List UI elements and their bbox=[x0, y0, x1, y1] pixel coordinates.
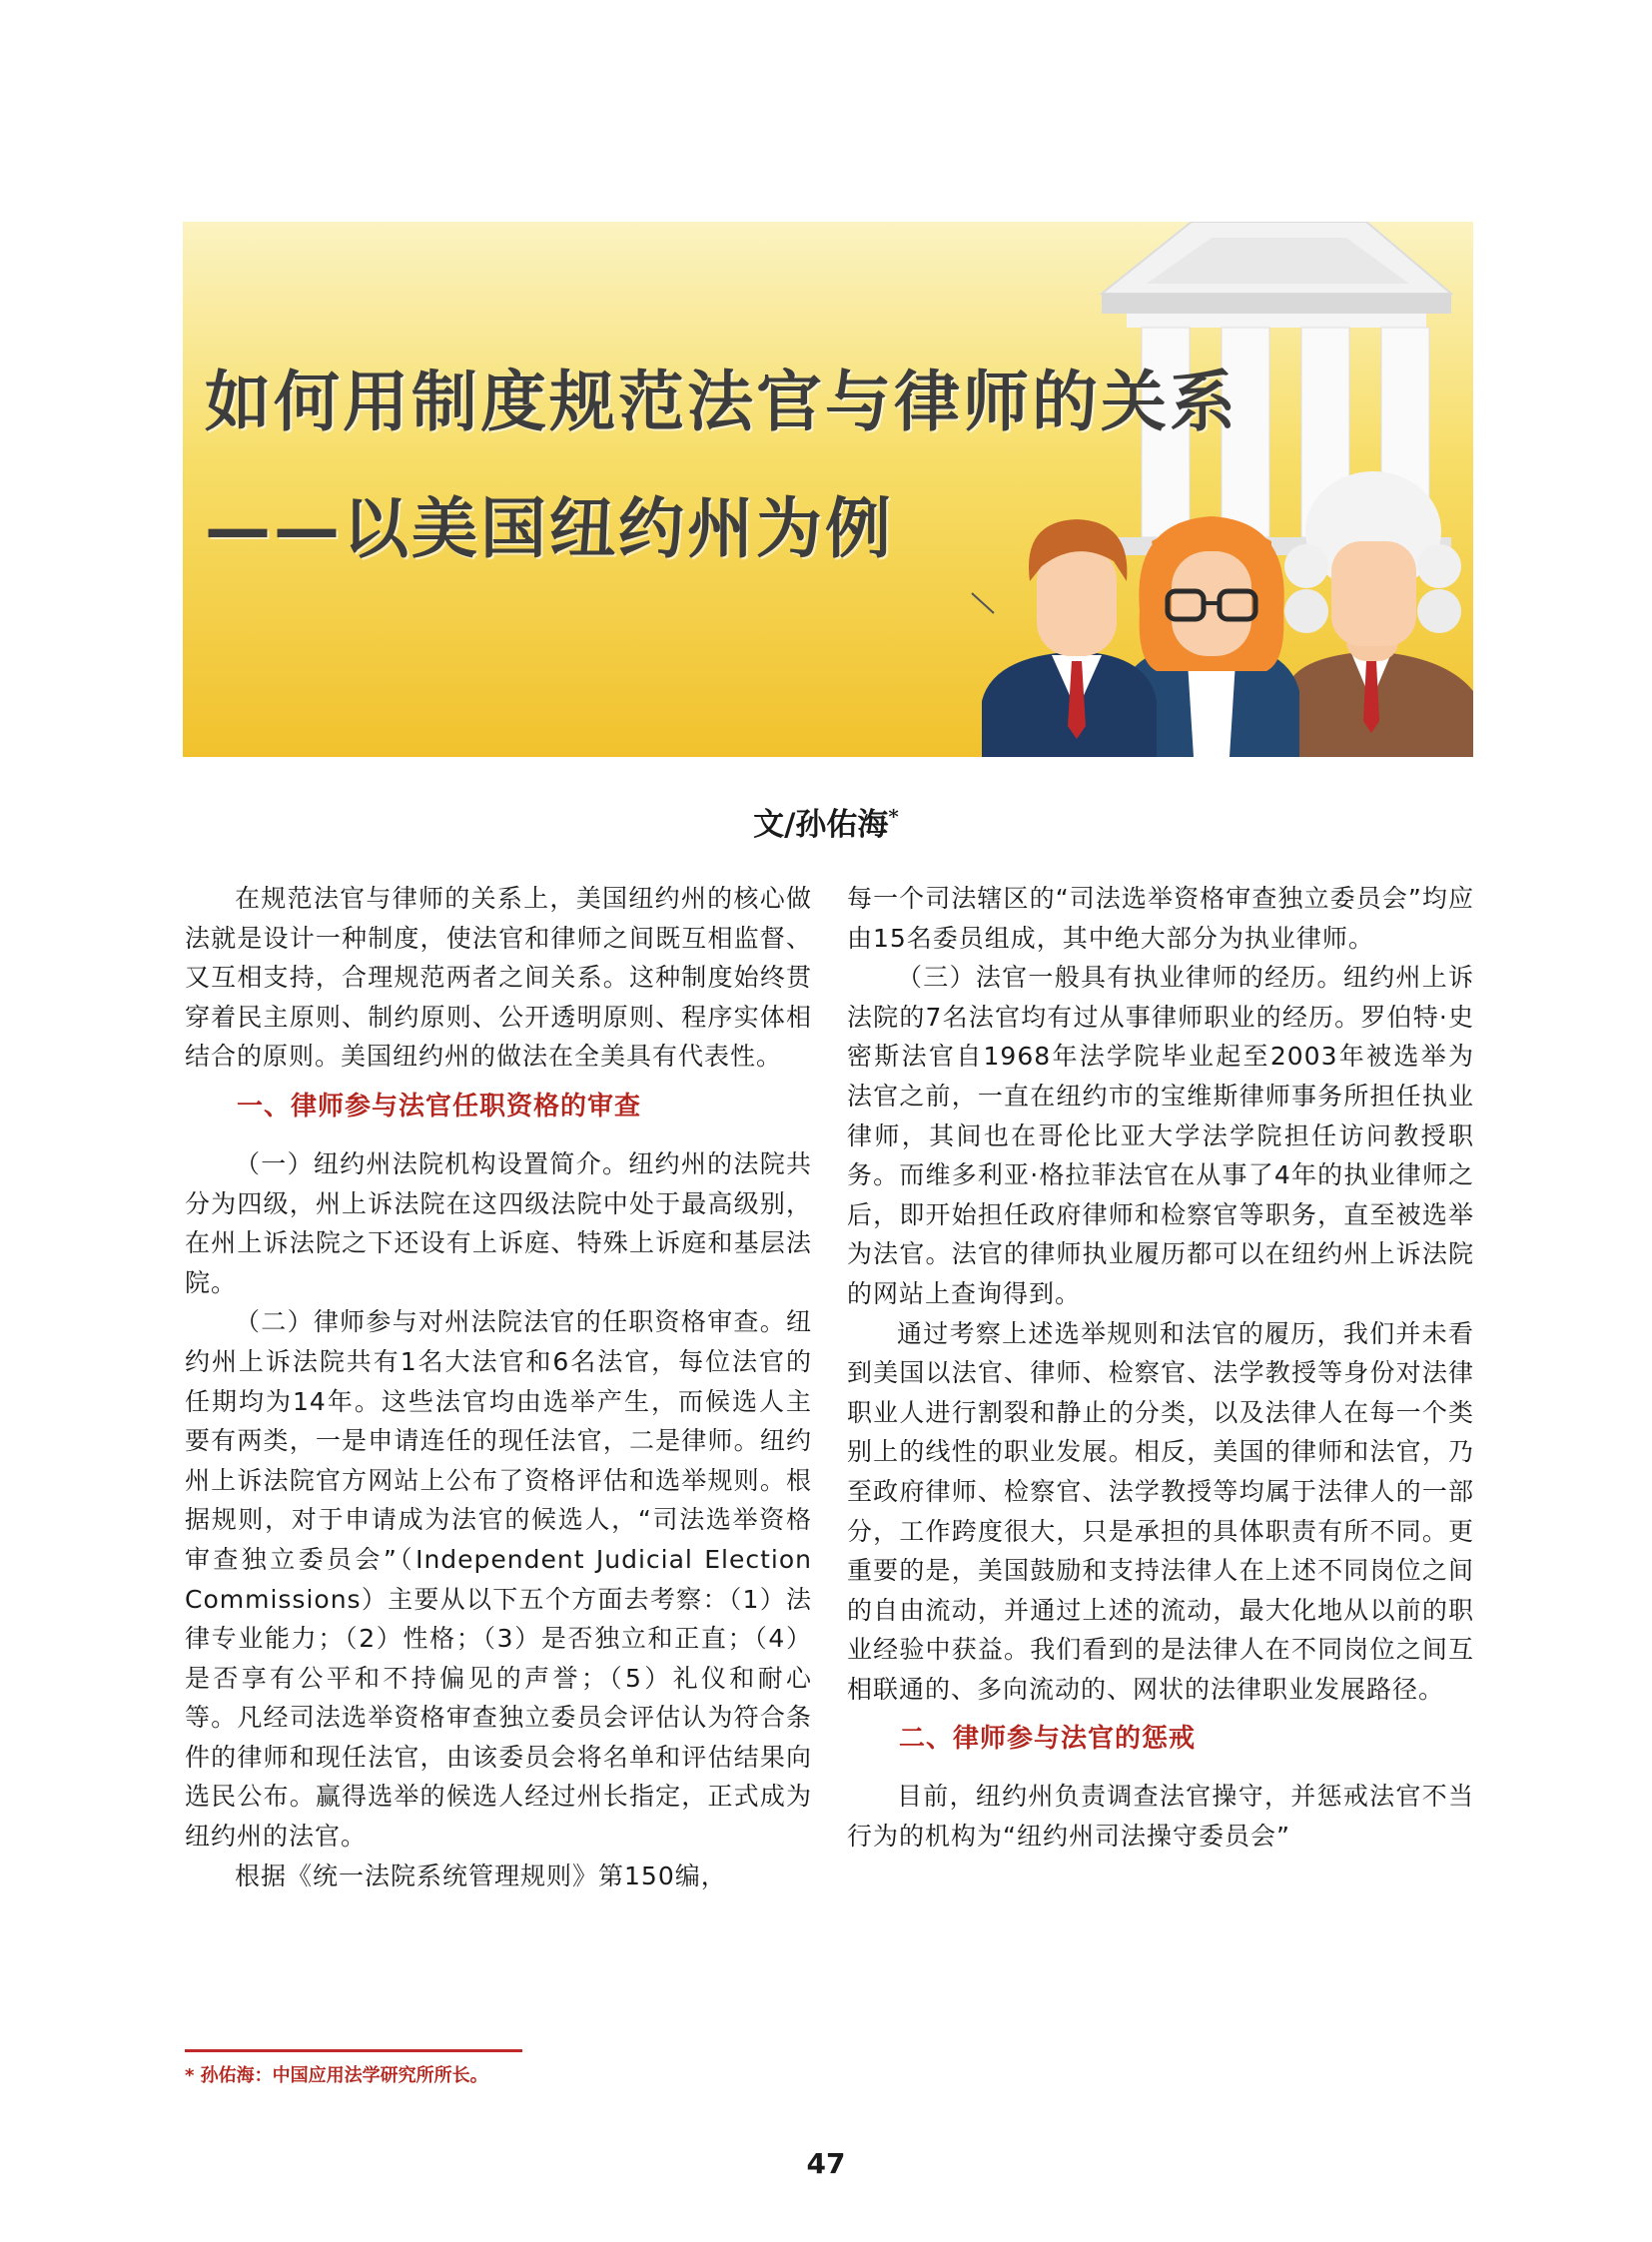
page-number: 47 bbox=[806, 2147, 846, 2180]
article-title: 如何用制度规范法官与律师的关系 bbox=[205, 364, 1239, 440]
paragraph: 目前，纽约州负责调查法官操守，并惩戒法官不当行为的机构为“纽约州司法操守委员会” bbox=[847, 1782, 1474, 1852]
paragraph: 根据《统一法院系统管理规则》第150编， bbox=[235, 1861, 727, 1890]
section-heading: 二、律师参与法官的惩戒 bbox=[899, 1724, 1197, 1755]
paragraph: （一）纽约州法院机构设置简介。纽约州的法院共分为四级，州上诉法院在这四级法院中处于最高级别，在州上诉法院之下还设有上诉庭、特殊上诉庭和基层法院。 bbox=[185, 1148, 812, 1297]
judge-icon bbox=[1284, 471, 1473, 757]
section-heading: 一、律师参与法官任职资格的审查 bbox=[237, 1091, 642, 1121]
paragraph: 通过考察上述选举规则和法官的履历，我们并未看到美国以法官、律师、检察官、法学教授等身份对法律职业人进行割裂和静止的分类，以及法律人在每一个类别上的线性的职业发展。相反，美国的律师和法官，乃至政府律师、检察官、法学教授等均属于法律人的一部分，工作跨度很大，只是承担的具体职责有所不同。更重要的是，美国鼓励和支持法律人在上述不同岗位之间的自由流动，并通过上述的流动，最大化地从以前的职业经验中获益。我们看到的是法律人在不同岗位之间互相联通的、多向流动的、网状的法律职业发展路径。 bbox=[847, 1318, 1474, 1704]
paragraph: （二）律师参与对州法院法官的任职资格审查。纽约州上诉法院共有1名大法官和6名法官，每位法官的任期均为14年。这些法官均由选举产生，而候选人主要有两类，一是申请连任的现任法官，二是律师。纽约州上诉法院官方网站上公布了资格评估和选举规则。根据规则，对于申请成为法官的候选人，“司法选举资格审查独立委员会”（Independent Judicial Election Commissions）主要从以下五个方面去考察：（1）法律专业能力；（2）性格；（3）是否独立和正直；（4）是否享有公平和不持偏见的声誉；（5）礼仪和耐心等。凡经司法选举资格审查独立委员会评估认为符合条件的律师和现任法官，由该委员会将名单和评估结果向选民公布。赢得选举的候选人经过州长指定，正式成为纽约州的法官。 bbox=[185, 1307, 812, 1852]
lawyers-courthouse-illustration bbox=[183, 222, 1473, 757]
footnote-divider bbox=[185, 2049, 522, 2052]
left-column bbox=[185, 879, 812, 1895]
author-name: 文/孙佑海 bbox=[753, 807, 889, 843]
paragraph: （三）法官一般具有执业律师的经历。纽约州上诉法院的7名法官均有过从事律师职业的经历。罗伯特·史密斯法官自1968年法学院毕业起至2003年被选举为法官之前，一直在纽约市的宝维斯律师事务所担任执业律师，其间也在哥伦比亚大学法学院担任访问教授职务。而维多利亚·格拉菲法官在从事了4年的执业律师之后，即开始担任政府律师和检察官等职务，直至被选举为法官。法官的律师执业履历都可以在纽约州上诉法院的网站上查询得到。 bbox=[847, 963, 1474, 1308]
paragraph-continued: 每一个司法辖区的“司法选举资格审查独立委员会”均应由15名委员组成，其中绝大部分为执业律师。 bbox=[847, 884, 1474, 953]
footnote-marker: * bbox=[888, 804, 899, 829]
author-byline bbox=[0, 799, 1652, 844]
right-column bbox=[847, 879, 1474, 1857]
title-banner bbox=[183, 222, 1473, 757]
footnote: * 孙佑海：中国应用法学研究所所长。 bbox=[185, 2065, 488, 2086]
article-subtitle: ——以美国纽约州为例 bbox=[205, 490, 894, 567]
paragraph: 在规范法官与律师的关系上，美国纽约州的核心做法就是设计一种制度，使法官和律师之间既互相监督、又互相支持，合理规范两者之间关系。这种制度始终贯穿着民主原则、制约原则、公开透明原则、程序实体相结合的原则。美国纽约州的做法在全美具有代表性。 bbox=[185, 884, 812, 1072]
